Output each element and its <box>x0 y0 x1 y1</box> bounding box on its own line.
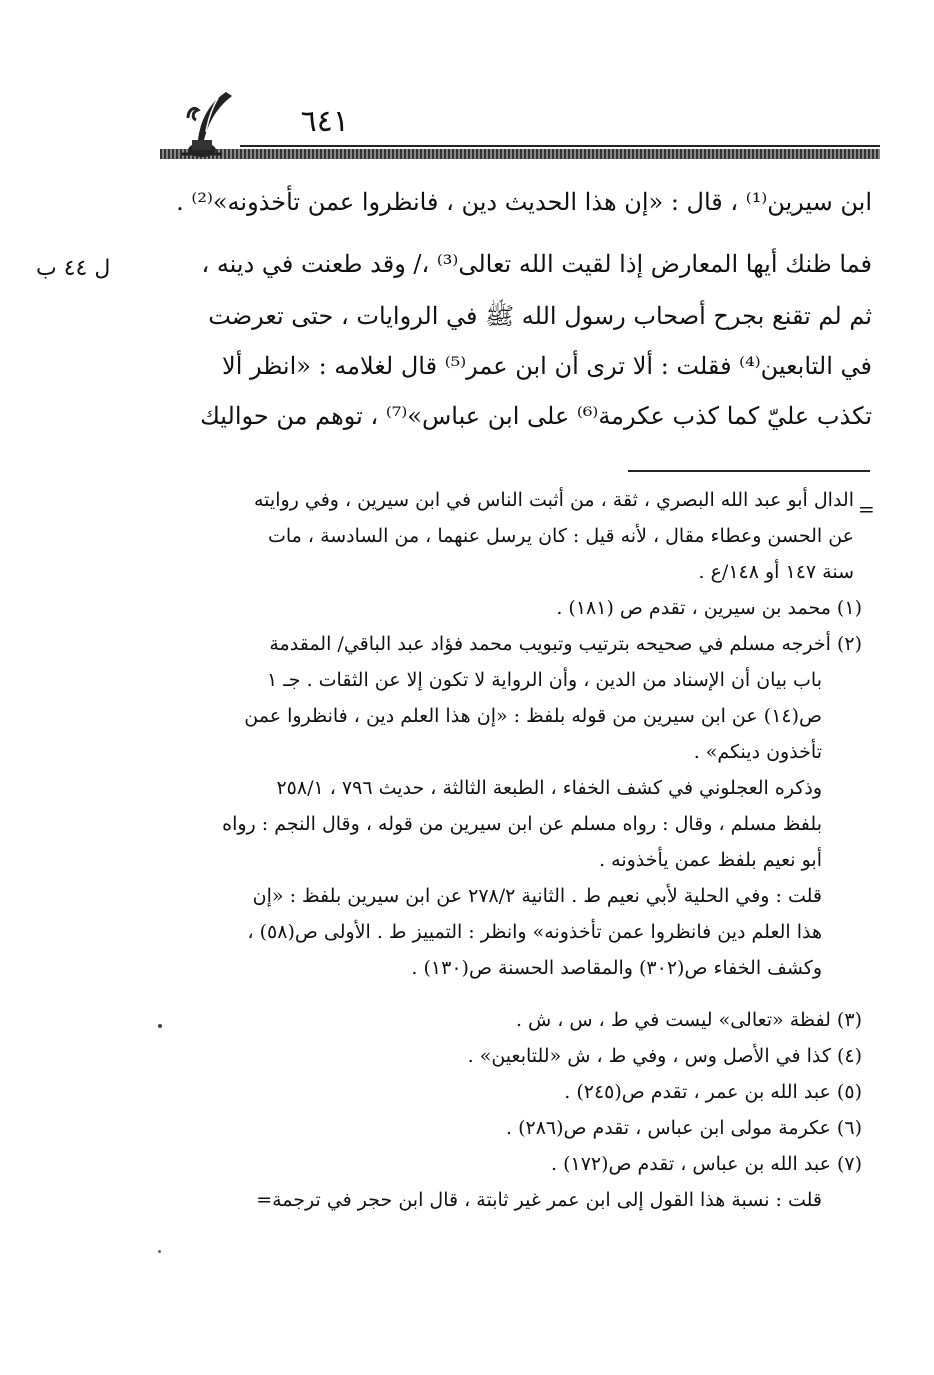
marginal-manuscript-note: ل ٤٤ ب <box>36 256 111 281</box>
footnote-continuation-marker: = <box>858 497 875 521</box>
footnote-line: أبو نعيم بلفظ عمن يأخذونه . <box>599 849 822 871</box>
footnote-line: عن الحسن وعطاء مقال ، لأنه قيل : كان يرسل عنهما ، من السادسة ، مات <box>268 525 854 547</box>
footnote-divider <box>628 470 870 472</box>
footnote-2: (٢) أخرجه مسلم في صحيحه بترتيب وتبويب محمد فؤاد عبد الباقي/ المقدمة <box>269 633 862 655</box>
footnote-line: بلفظ مسلم ، وقال : رواه مسلم عن ابن سيرين من قوله ، وقال النجم : رواه <box>222 813 822 835</box>
header-rule-thin <box>240 145 880 147</box>
body-line: ابن سيرين⁽¹⁾ ، قال : «إن هذا الحديث دين ، فانظروا عمن تأخذونه»⁽²⁾ . <box>176 188 872 216</box>
footnote-6: (٦) عكرمة مولى ابن عباس ، تقدم ص(٢٨٦) . <box>506 1117 862 1139</box>
footnote-5: (٥) عبد الله بن عمر ، تقدم ص(٢٤٥) . <box>564 1081 862 1103</box>
footnote-7: (٧) عبد الله بن عباس ، تقدم ص(١٧٢) . <box>551 1153 862 1175</box>
quill-inkwell-icon <box>178 88 240 160</box>
body-line: ثم لم تقنع بجرح أصحاب رسول الله ﷺ في الروايات ، حتى تعرضت <box>208 302 872 330</box>
footnote-line: الدال أبو عبد الله البصري ، ثقة ، من أثبت الناس في ابن سيرين ، وفي روايته <box>254 489 854 511</box>
footnote-line: تأخذون دينكم» . <box>693 741 822 763</box>
footnote-line: وذكره العجلوني في كشف الخفاء ، الطبعة الثالثة ، حديث ٧٩٦ ، ٢٥٨/١ <box>276 777 822 799</box>
scan-speck <box>158 1024 162 1028</box>
footnote-line: باب بيان أن الإسناد من الدين ، وأن الرواية لا تكون إلا عن الثقات . جـ ١ <box>266 669 822 691</box>
footnote-line: وكشف الخفاء ص(٣٠٢) والمقاصد الحسنة ص(١٣٠) . <box>411 957 822 979</box>
scan-speck <box>158 1250 161 1253</box>
footnote-line: قلت : نسبة هذا القول إلى ابن عمر غير ثابتة ، قال ابن حجر في ترجمة= <box>256 1189 822 1211</box>
footnote-line: هذا العلم دين فانظروا عمن تأخذونه» وانظر : التمييز ط . الأولى ص(٥٨) ، <box>247 921 822 943</box>
footnote-line: سنة ١٤٧ أو ١٤٨/ع . <box>698 561 854 583</box>
page-header <box>0 0 934 170</box>
footnote-line: قلت : وفي الحلية لأبي نعيم ط . الثانية ٢٧٨/٢ عن ابن سيرين بلفظ : «إن <box>252 885 822 907</box>
footnote-1: (١) محمد بن سيرين ، تقدم ص (١٨١) . <box>556 597 862 619</box>
footnote-4: (٤) كذا في الأصل وس ، وفي ط ، ش «للتابعين» . <box>467 1045 862 1067</box>
body-line: في التابعين⁽⁴⁾ فقلت : ألا ترى أن ابن عمر⁽⁵⁾ قال لغلامه : «انظر ألا <box>222 352 872 380</box>
body-line: فما ظنك أيها المعارض إذا لقيت الله تعالى⁽³⁾ ،/ وقد طعنت في دينه ، <box>201 250 872 278</box>
body-line: تكذب عليّ كما كذب عكرمة⁽⁶⁾ على ابن عباس»⁽⁷⁾ ، توهم من حواليك <box>200 402 872 430</box>
header-rule <box>160 149 880 159</box>
footnote-3: (٣) لفظة «تعالى» ليست في ط ، س ، ش . <box>515 1009 862 1031</box>
footnote-line: ص(١٤) عن ابن سيرين من قوله بلفظ : «إن هذا العلم دين ، فانظروا عمن <box>244 705 822 727</box>
page-number: ٦٤١ <box>300 104 349 139</box>
